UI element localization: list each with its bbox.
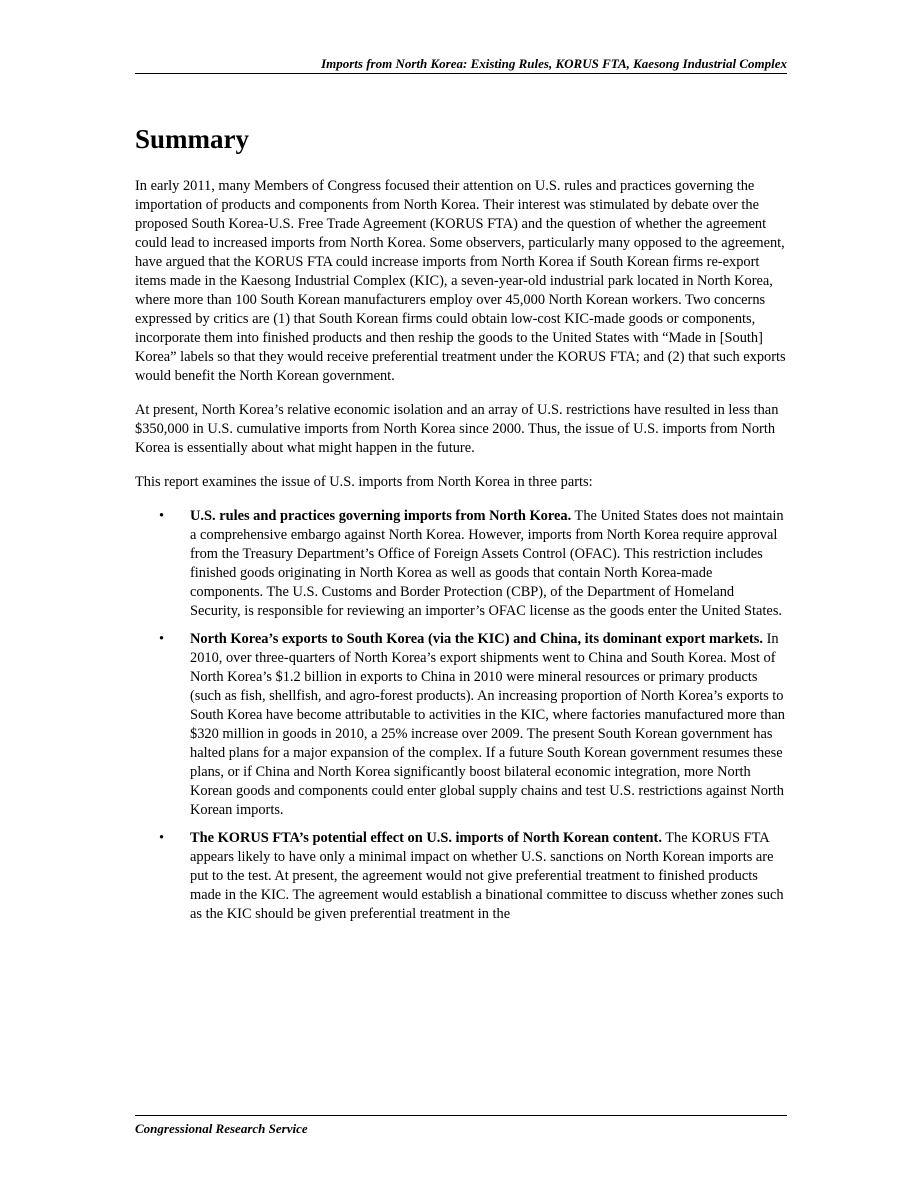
header-rule bbox=[135, 73, 787, 74]
bullet-icon: • bbox=[159, 631, 165, 647]
bullet-item bbox=[135, 507, 787, 621]
paragraph: This report examines the issue of U.S. imports from North Korea in three parts: bbox=[135, 474, 593, 490]
bullet-lead: The KORUS FTA’s potential effect on U.S. imports of North Korean content. bbox=[190, 830, 662, 846]
running-header: Imports from North Korea: Existing Rules, KORUS FTA, Kaesong Industrial Complex bbox=[321, 56, 787, 71]
paragraph: In early 2011, many Members of Congress focused their attention on U.S. rules and practices governing the importation of products and components from North Korea. Their interest was stimulated by debate over the proposed South Korea-U.S. Free Trade Agreement (KORUS FTA) and the question of whether the agreement could lead to increased imports from North Korea. Some observers, particularly many opposed to the agreement, have argued that the KORUS FTA could increase imports from North Korea if South Korean firms re-export items made in the Kaesong Industrial Complex (KIC), a seven-year-old industrial park located in North Korea, where more than 100 South Korean manufacturers employ over 45,000 North Korean workers. Two concerns expressed by critics are (1) that South Korean firms could obtain low-cost KIC-made goods or components, incorporate them into finished products and then reship the goods to the United States with “Made in [South] Korea” labels so that they would receive preferential treatment under the KORUS FTA; and (2) that such exports would benefit the North Korean government. bbox=[135, 178, 786, 384]
bullet-text: The United States does not maintain a comprehensive embargo against North Korea. However, imports from North Korea require approval from the Treasury Department’s Office of Foreign Assets Control (OFAC). This restriction includes finished goods originating in North Korea as well as goods that contain North Korea-made components. The U.S. Customs and Border Protection (CBP), of the Department of Homeland Security, is responsible for reviewing an importer’s OFAC license as the goods enter the United States. bbox=[190, 508, 784, 619]
paragraph: At present, North Korea’s relative economic isolation and an array of U.S. restrictions have resulted in less than $350,000 in U.S. cumulative imports from North Korea since 2000. Thus, the issue of U.S. imports from North Korea is essentially about what might happen in the future. bbox=[135, 402, 779, 456]
bullet-icon: • bbox=[159, 508, 165, 524]
bullet-text: In 2010, over three-quarters of North Korea’s export shipments went to China and South Korea. Most of North Korea’s $1.2 billion in exports to China in 2010 were mineral resources or primary products (such as fish, shellfish, and agro-forest products). An increasing proportion of North Korea’s exports to South Korea have become attributable to activities in the KIC, where factories manufactured more than $320 million in goods in 2010, a 25% increase over 2009. The present South Korean government has halted plans for a major expansion of the complex. If a future South Korean government resumes these plans, or if China and North Korea significantly boost bilateral economic integration, more North Korean goods and components could enter global supply chains and test U.S. restrictions against North Korean imports. bbox=[190, 631, 785, 818]
bullet-lead: U.S. rules and practices governing imports from North Korea. bbox=[190, 508, 572, 524]
bullet-item bbox=[135, 630, 787, 820]
bullet-list bbox=[135, 507, 787, 924]
footer-rule bbox=[135, 1115, 787, 1116]
bullet-icon: • bbox=[159, 830, 165, 846]
bullet-text: The KORUS FTA appears likely to have only a minimal impact on whether U.S. sanctions on North Korean imports are put to the test. At present, the agreement would not give preferential treatment to finished products made in the KIC. The agreement would establish a binational committee to discuss whether zones such as the KIC should be given preferential treatment in the bbox=[190, 830, 784, 922]
bullet-lead: North Korea’s exports to South Korea (via the KIC) and China, its dominant export markets. bbox=[190, 631, 763, 647]
bullet-item bbox=[135, 829, 787, 924]
section-title: Summary bbox=[135, 124, 249, 154]
footer-text: Congressional Research Service bbox=[135, 1121, 308, 1136]
body-text bbox=[135, 177, 787, 933]
